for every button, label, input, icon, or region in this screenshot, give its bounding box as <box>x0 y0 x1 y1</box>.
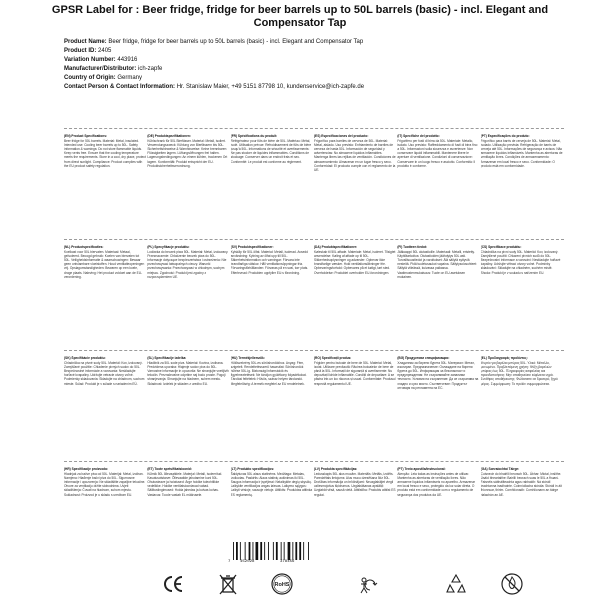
language-section <box>64 245 146 345</box>
variation-number: 443916 <box>117 57 138 63</box>
barcode <box>228 542 314 566</box>
section-body: Køleskab til 50L ølfade. Materiale: Metal, isoleret. Tilsigtet anvendelse: Køling af ølfade op til 50L. Sikkerhedsoplysninger og advarsler: Opbevar ikke brandfarlige væsker. Hold ventilationsåbninger frie. Opbevaringsforhold: Opbevares på et køligt, tørt sted. Overholdelse: Produktet overholder EU-forordningen. <box>314 250 396 275</box>
manufacturer-row <box>64 65 564 74</box>
barcode-bar <box>268 542 269 560</box>
weee-bin-icon <box>216 572 240 596</box>
barcode-bar <box>253 542 254 560</box>
section-body: Koelkast voor 50L biervaten. Materiaal: Metaal, geïsoleerd. Beoogd gebruik: Koelen van biervaten tot 50L. Veiligheidsinformatie & waarschuwingen: Bewaar geen ontvlambare vloeistoffen. Houd ventilatieopeningen vrij. Opslagomstandigheden: Bewaren op een koele, droge plaats. Naleving: Het product voldoet aan de EU-verordening. <box>64 250 145 279</box>
barcode-bar <box>249 542 251 560</box>
section-body: Külmik 50L õllevaatidele. Materjal: Metall, isoleeritud. Kasutusotstarve: Õllevaatide jahutamine kuni 50L. Ohutusteave ja hoiatused: Ärge hoidke tuleohtlikke vedelikke. Hoidke ventilatsiooniavad vabad. Säilitustingimused: Hoida jahedas ja kuivas kohas. Vastavus: Toode vastab EL määrusele. <box>147 472 223 497</box>
barcode-group-2: 378456 <box>280 560 295 564</box>
section-body: Ledusskapis 50L alus mucām. Materiāls: Metāls, izolēts. Paredzētais lietojums: Alus mucu dzesēšana līdz 50L. Drošības informācija un brīdinājumi: Neuzglabājiet viegli uzliesmojošus šķidrumus. Uzglabāšanas apstākļi: Uzglabāt vēsā, sausā vietā. Atbilstība: Produkts atbilst ES regulai. <box>314 472 396 497</box>
language-section <box>314 245 396 345</box>
product-meta <box>64 38 564 92</box>
origin-row <box>64 74 564 83</box>
country-of-origin: Germany <box>117 75 143 81</box>
product-id-row <box>64 47 564 56</box>
manufacturer-label: Manufacturer/Distributor: <box>64 66 137 72</box>
section-heading: (PT) Texto apostila/instrucional: <box>397 467 446 471</box>
language-section <box>481 356 563 456</box>
barcode-bar <box>245 542 246 560</box>
barcode-bar <box>233 542 234 560</box>
origin-label: Country of Origin: <box>64 75 116 81</box>
language-section <box>147 134 229 234</box>
section-body: Kühlschrank für 50L Bierfässer. Material: Metall, isoliert. Verwendungszweck: Kühlung von Bierfässern bis 50L. Sicherheitshinweise & Warnhinweise: Keine brennbaren Flüssigkeiten lagern. Lüftungsöffnungen frei halten. Lagerungsbedingungen: An einem kühlen, trockenen Ort lagern. Konformität: Produkt entspricht der EU-Produktsicherheitsverordnung. <box>147 139 228 168</box>
section-heading: (DE) Produktspezifikationen: <box>147 134 191 138</box>
language-section <box>314 356 396 456</box>
section-body: Jääkaappi 50L olutastioille. Materiaali: Metalli, eristetty. Käyttötarkoitus: Olutastioiden jäähdytys 50L asti. Turvallisuustiedot ja varoitukset: Älä säilytä syttyviä nesteitä. Pidä tuuletusaukot vapaina. Säilytysolosuhteet: Säilytä viileässä, kuivassa paikassa. Vaatimustenmukaisuus: Tuote on EU-asetuksen mukainen. <box>397 250 477 279</box>
section-body: Хладилник за бирени бурета 50L. Материал: Метал, изолиран. Предназначение: Охлаждане на бирени бурета до 50L. Информация за безопасност и предупреждения: Не съхранявайте запалими течности. Условия на съхранение: Да се съхранява на хладно и сухо място. Съответствие: Продуктът отговаря на регламента на ЕС. <box>397 361 479 390</box>
no-fire-icon <box>500 572 524 596</box>
rohs-icon <box>270 572 294 596</box>
page-title: GPSR Label for : Beer fridge, fridge for beer barrels up to 50L barrels (basic) - incl. Elegant and Compensator Tap <box>51 4 549 29</box>
language-section <box>481 134 563 234</box>
barcode-bar <box>284 542 285 560</box>
product-name-label: Product Name: <box>64 39 107 45</box>
barcode-bar <box>264 542 265 560</box>
language-section <box>481 245 563 345</box>
language-section <box>64 356 146 456</box>
barcode-bar <box>260 542 262 560</box>
section-body: Cuisneoir do bhairillí beorach 50L. Ábhar: Miotal, inslithe. Úsáid bheartaithe: Bairillí beorach suas le 50L a fhuarú. Faisnéis sábháilteachta agus rabhaidh: Ná stóráil leachtanna inadhainte. Coinníollacha stórála: Stóráil in áit fhionnuar, thirim. Comhlíonadh: Comhlíonann an táirge rialachán an AE. <box>480 472 562 497</box>
barcode-bar <box>273 542 274 560</box>
language-section <box>231 245 313 345</box>
language-section <box>147 245 229 345</box>
section-row <box>64 350 564 461</box>
section-body: Réfrigérateur pour fûts de bière de 50L. Matériau: Métal, isolé. Utilisation prévue: Refroidissement de fûts de bière jusqu'à 50L. Informations de sécurité et avertissements: Ne pas stocker de liquides inflammables. Conditions de stockage: Conserver dans un endroit frais et sec. Conformité: Le produit est conforme au règlement. <box>230 139 312 164</box>
language-section <box>314 134 396 234</box>
section-body: Frigorifero per fusti di birra da 50L. Materiale: Metallo, isolato. Uso previsto: Raffreddamento di fusti di birra fino a 50L. Informazioni sulla sicurezza e avvertenze: Non conservare liquidi infiammabili. Mantenere libere le aperture di ventilazione. Condizioni di conservazione: Conservare in un luogo fresco e asciutto. Conformità: Il prodotto è conforme. <box>397 139 478 168</box>
variation-row <box>64 56 564 65</box>
section-heading: (HR) Specifikacije proizvoda: <box>64 467 108 471</box>
section-body: Frigorífico para barriles de cerveza de 50L. Material: Metal, aislado. Uso previsto: Enfriamiento de barriles de cerveza de hasta 50L. Información de seguridad y advertencias: No almacene líquidos inflamables. Mantenga libres las rejillas de ventilación. Condiciones de almacenamiento: Almacenar en un lugar fresco y seco. Conformidad: El producto cumple con el reglamento de la UE. <box>314 139 396 172</box>
language-section <box>397 245 479 345</box>
variation-label: Variation Number: <box>64 57 116 63</box>
section-heading: (SV) Produktspecifikationer: <box>230 245 274 249</box>
language-section <box>397 467 479 567</box>
section-heading: (RO) Specificații produs: <box>314 356 352 360</box>
product-name-row <box>64 38 564 47</box>
manufacturer: ich-zapfe <box>138 66 163 72</box>
barcode-bars <box>232 542 314 560</box>
language-section <box>231 356 313 456</box>
section-heading: (FR) Spécifications du produit: <box>230 134 278 138</box>
section-heading: (HU) Termékjellemzők: <box>230 356 265 360</box>
section-body: Beer fridge for 50L barrels. Material: Metal, insulated. Intended use: Cooling beer barrels up to 50L. Safety information & warnings: Do not store flammable liquids. Keep vents free. Ensure that the cooling temperature meets the requirements. Store in a cool, dry place, protect from direct sunlight. Compliance: Product complies with the EU product safety regulation. <box>64 139 146 168</box>
language-section <box>397 356 479 456</box>
section-heading: (IT) Specifiche del prodotto: <box>397 134 440 138</box>
section-heading: (PL) Specyfikacje produktu: <box>147 245 190 249</box>
compliance-icons <box>64 572 564 596</box>
section-heading: (GA) Sonraíochtaí Táirge: <box>480 467 520 471</box>
barcode-digit-left: 7 <box>228 560 231 564</box>
language-section <box>147 467 229 567</box>
ce-mark-icon <box>162 572 186 596</box>
section-heading: (FI) Tuotteen tiedot: <box>397 245 428 249</box>
product-id: 2405 <box>98 48 112 54</box>
section-body: Hladnjak za bačve piva od 50L. Materijal: Metal, izoliran. Namjena: Hlađenje bačvi piva do 50L. Sigurnosne informacije i upozorenja: Ne skladištite zapaljive tekućine. Otvore za ventilaciju držite slobodnima. Uvjeti skladištenja: Čuvati na hladnom, suhom mjestu. Sukladnost: Proizvod je u skladu s uredbom EU. <box>64 472 146 497</box>
barcode-bar <box>288 542 291 560</box>
barcode-bar <box>295 542 297 560</box>
language-section <box>397 134 479 234</box>
contact-info: Hr. Stanislaw Maier, +49 5151 87798 10, kundenservice@ich-zapfe.de <box>176 84 365 90</box>
section-heading: (EL) Προδιαγραφές προϊόντος: <box>480 356 528 360</box>
product-name: Beer fridge, fridge for beer barrels up to 50L barrels (basic) - incl. Elegant and Compensator Tap <box>108 39 364 45</box>
section-heading: (ES) Especificaciones del producto: <box>314 134 369 138</box>
section-heading: (ET) Toote spetsifikatsioonid: <box>147 467 192 471</box>
barcode-bar <box>276 542 278 560</box>
section-heading: (NL) Productspecificaties: <box>64 245 104 249</box>
section-heading: (PT) Especificações do produto: <box>480 134 530 138</box>
barcode-bar <box>240 542 241 560</box>
section-body: Ψυγείο για βαρέλια μπύρας 50L. Υλικό: Μέταλλο, μονωμένο. Προβλεπόμενη χρήση: Ψύξη βαρελιών μπύρας έως 50L. Πληροφορίες ασφαλείας και προειδοποιήσεις: Μην αποθηκεύετε εύφλεκτα υγρά. Συνθήκες αποθήκευσης: Φυλάσσετε σε δροσερό, ξηρό μέρος. Συμμόρφωση: Το προϊόν συμμορφώνεται. <box>480 361 558 386</box>
section-heading: (LV) Produkta specifikācijas: <box>314 467 358 471</box>
language-section <box>231 134 313 234</box>
barcode-bar <box>236 542 238 560</box>
barcode-bar <box>299 542 301 560</box>
section-body: Kylskåp för 50L ölfat. Material: Metall, isolerad. Avsedd användning: Kylning av ölfat upp till 50L. Säkerhetsinformation och varningar: Förvara inte brandfarliga vätskor. Håll ventilationsöppningar fria. Förvaringsförhållanden: Förvaras på en sval, torr plats. Efterlevnad: Produkten uppfyller EU:s förordning. <box>230 250 309 275</box>
language-section <box>314 467 396 567</box>
contact-row <box>64 83 564 92</box>
section-heading: (EN) Product Specifications: <box>64 134 108 138</box>
barcode-bar <box>303 542 304 560</box>
section-heading: (SK) Špecifikácie produktu: <box>64 356 106 360</box>
section-body: Chladnička na pivní sudy 50L. Materiál: Kov, izolovaný. Zamýšlené použití: Chlazení pivních sudů do 50L. Bezpečnostní informace a varování: Neskladujte hořlavé kapaliny. Udržujte větrací otvory volné. Podmínky skladování: Skladujte na chladném, suchém místě. Shoda: Produkt je v souladu s nařízením EU. <box>480 250 561 275</box>
section-row <box>64 461 564 572</box>
language-section <box>64 134 146 234</box>
barcode-bar <box>256 542 259 560</box>
section-body: Atenção: Leia todas as instruções antes de utilizar. Mantenha as aberturas de ventilação livres. Não armazene líquidos inflamáveis no aparelho. Armazenar em local fresco e seco, protegido da luz solar direta. O produto está em conformidade com o regulamento de segurança dos produtos da UE. <box>397 472 476 497</box>
recycling-icon <box>444 572 468 596</box>
rohs-text: RoHS <box>274 582 290 588</box>
section-heading: (SL) Specifikacije izdelka: <box>147 356 187 360</box>
contact-label: Contact Person & Contact Information: <box>64 84 176 90</box>
language-section <box>64 467 146 567</box>
section-heading: (CS) Specifikace produktu: <box>480 245 522 249</box>
language-sections-grid <box>64 128 564 572</box>
section-body: Hladilnik za 50L sode piva. Material: Kovina, izolirana. Predvidena uporaba: Hlajenje sodov piva do 50L. Varnostne informacije in opozorila: Ne shranjujte vnetljivih tekočin. Prezračevalne odprtine naj bodo proste. Pogoji shranjevanja: Shranjujte na hladnem, suhem mestu. Skladnost: Izdelek je skladen z uredbo EU. <box>147 361 229 386</box>
barcode-bar <box>308 542 309 560</box>
product-id-label: Product ID: <box>64 48 97 54</box>
barcode-group-1: 452028 <box>240 560 255 564</box>
section-body: Lodówka do beczek piwa 50L. Materiał: Metal, izolowany. Przeznaczenie: Chłodzenie beczek piwa do 50L. Informacje dotyczące bezpieczeństwa i ostrzeżenia: Nie przechowywać łatwopalnych cieczy. Warunki przechowywania: Przechowywać w chłodnym, suchym miejscu. Zgodność: Produkt jest zgodny z rozporządzeniem UE. <box>147 250 229 279</box>
section-heading: (DA) Produktspecifikationer: <box>314 245 358 249</box>
barcode-bar <box>281 542 282 560</box>
section-body: Frigorífico para barris de cerveja de 50L. Material: Metal, isolado. Utilização prevista: Refrigeração de barris de cerveja até 50L. Informações de segurança e avisos: Não armazene líquidos inflamáveis. Mantenha as aberturas de ventilação livres. Condições de armazenamento: Armazenar em local fresco e seco. Conformidade: O produto está em conformidade. <box>480 139 563 168</box>
section-body: Chladnička na pivné sudy 50L. Materiál: Kov, izolovaný. Zamýšľané použitie: Chladenie pivných sudov do 50L. Bezpečnostné informácie a varovania: Neskladujte horľavé kvapaliny. Udržujte vetracie otvory voľné. Podmienky skladovania: Skladujte na chladnom, suchom mieste. Súlad: Produkt je v súlade s nariadením EÚ. <box>64 361 145 386</box>
section-heading: (LT) Produkto specifikacijos: <box>230 467 275 471</box>
section-row <box>64 239 564 350</box>
language-section <box>147 356 229 456</box>
section-heading: (BG) Продуктови спецификации: <box>397 356 450 360</box>
triman-icon <box>356 572 380 596</box>
section-row <box>64 128 564 239</box>
section-body: Frigider pentru butoaie de bere de 50L. Material: Metal, izolat. Utilizare prevăzută: Răcirea butoaielor de bere de până la 50L. Informații de siguranță și avertismente: Nu depozitați lichide inflamabile. Condiții de depozitare: A se păstra într-un loc răcoros și uscat. Conformitate: Produsul respectă regulamentul UE. <box>314 361 396 386</box>
section-body: Šaldytuvas 50L alaus statinėms. Medžiaga: Metalas, izoliuotas. Paskirtis: Alaus statinių aušinimas iki 50L. Saugos informacija ir įspėjimai: Nelaikykite degių skysčių. Laikykite ventiliacijos angas laisvas. Laikymo sąlygos: Laikyti vėsioje, sausoje vietoje. Atitiktis: Produktas atitinka ES reglamentą. <box>230 472 313 497</box>
barcode-bar <box>292 542 293 560</box>
section-body: Hűtőszekrény 50L-es söröshordókhoz. Anyag: Fém, szigetelt. Rendeltetésszerű használat: Söröshordók hűtése 50L-ig. Biztonsági információk és figyelmeztetések: Ne tároljon gyúlékony folyadékokat. Tárolási feltételek: Hűvös, száraz helyen tárolandó. Megfelelőség: A termék megfelel az EU rendeletnek. <box>230 361 307 386</box>
language-section <box>481 467 563 567</box>
